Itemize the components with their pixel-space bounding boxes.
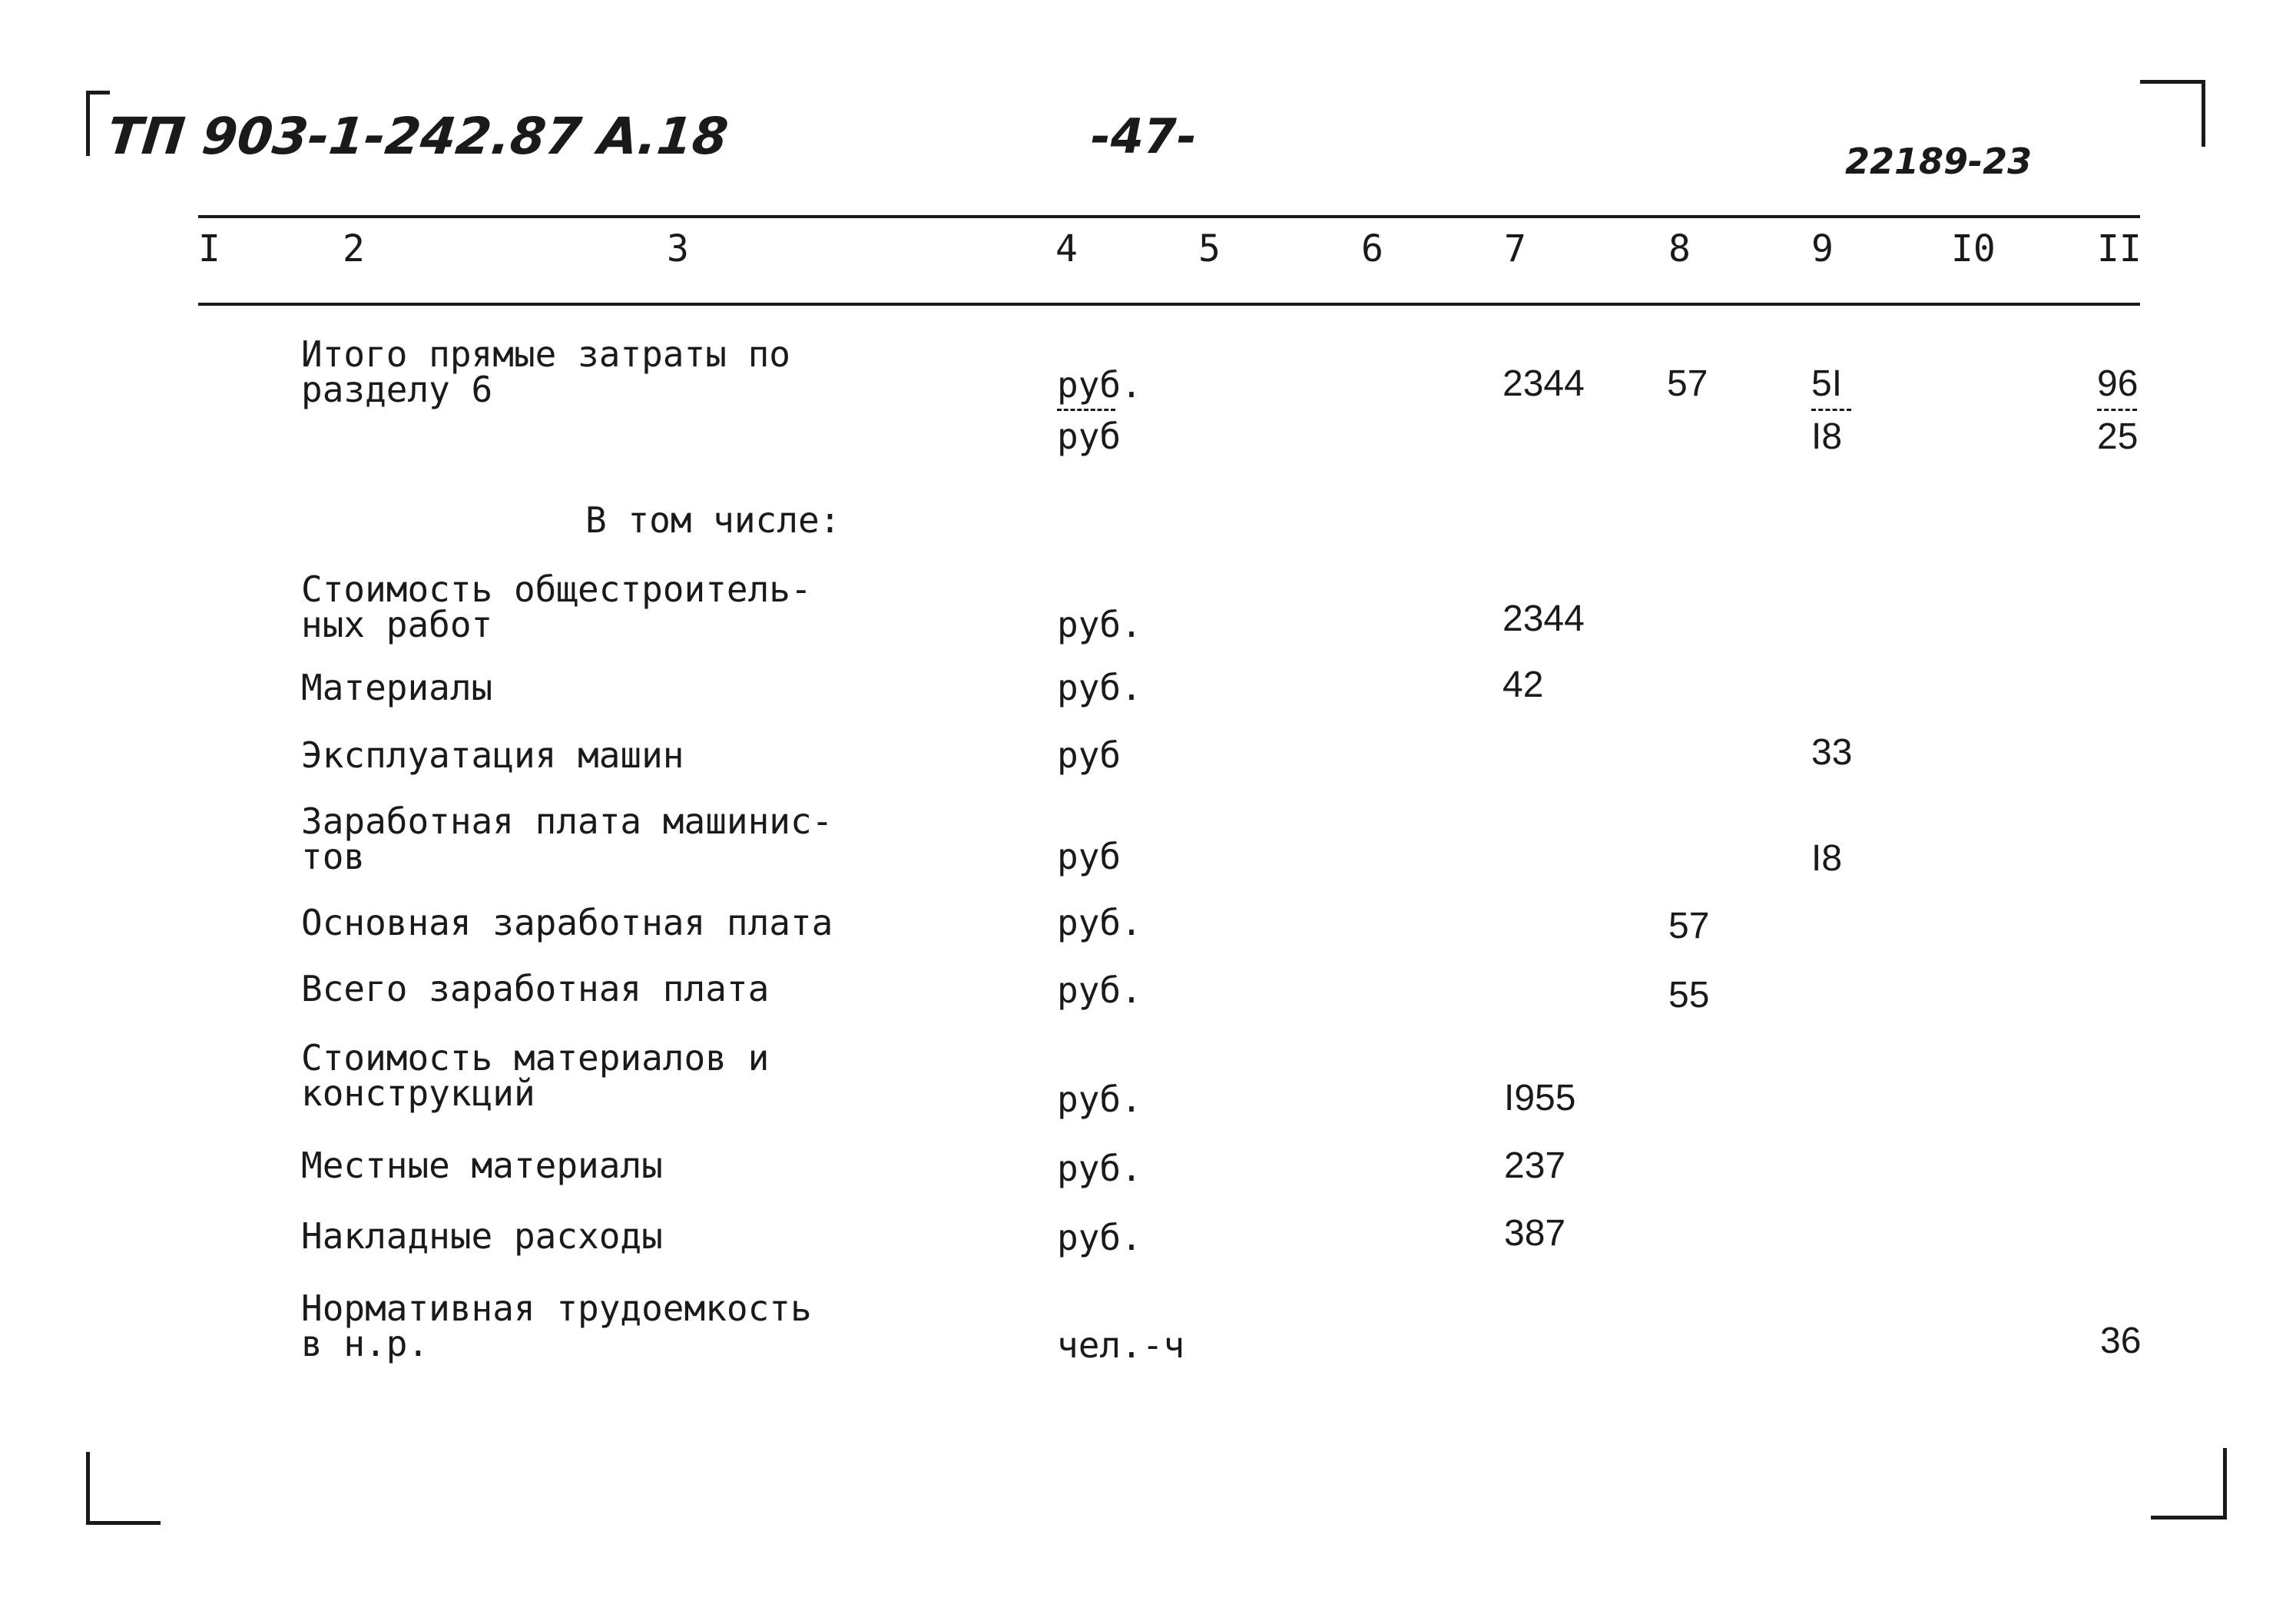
column-header-5: 5 — [1198, 227, 1221, 270]
row-total-wages-col8: 55 — [1668, 975, 1710, 1016]
row-materials-col7: 42 — [1503, 664, 1544, 705]
row-overhead-col7: 387 — [1504, 1213, 1566, 1254]
row-machine-operation-label: Эксплуатация машин — [301, 734, 684, 776]
row-materials-structures-unit: руб. — [1057, 1079, 1142, 1120]
column-header-3: 3 — [667, 227, 689, 270]
row-operator-wages-unit: руб — [1057, 836, 1121, 877]
row-total-wages-unit: руб. — [1057, 969, 1142, 1011]
row-total-col11-fraction: 96 25 — [2097, 363, 2139, 457]
row-total-col8: 57 — [1667, 363, 1708, 404]
column-header-1: I — [198, 227, 220, 270]
row-labor-intensity-label: Нормативная трудоемкость в н.р. — [301, 1288, 812, 1364]
including-subheading: В том числе: — [585, 499, 841, 541]
row-general-construction-unit: руб. — [1057, 604, 1142, 645]
document-number: 22189-23 — [1845, 141, 2033, 182]
corner-mark-bottom-left — [86, 1452, 161, 1525]
row-operator-wages-label: Заработная плата машинис- тов — [301, 800, 833, 877]
row-materials-unit: руб. — [1057, 667, 1142, 708]
row-overhead-unit: руб. — [1057, 1217, 1142, 1258]
row-machine-operation-col9: 33 — [1811, 732, 1853, 773]
row-local-materials-col7: 237 — [1504, 1145, 1566, 1186]
row-general-construction-label: Стоимость общестроитель- ных работ — [301, 568, 812, 645]
column-header-11: II — [2097, 227, 2142, 270]
table-header-rule — [198, 303, 2140, 306]
column-header-2: 2 — [343, 227, 365, 270]
corner-mark-bottom-right — [2151, 1448, 2227, 1519]
row-labor-intensity-unit: чел.-ч — [1057, 1324, 1185, 1366]
corner-mark-top-right — [2140, 80, 2205, 147]
row-total-col7: 2344 — [1503, 363, 1585, 404]
row-base-wages-unit: руб. — [1057, 902, 1142, 943]
row-base-wages-col8: 57 — [1668, 906, 1710, 946]
column-header-7: 7 — [1504, 227, 1526, 270]
row-overhead-label: Накладные расходы — [301, 1215, 663, 1257]
document-code: ТП 903-1-242.87 А.18 — [104, 107, 731, 166]
row-materials-structures-label: Стоимость материалов и конструкций — [301, 1037, 770, 1114]
row-local-materials-unit: руб. — [1057, 1148, 1142, 1189]
row-machine-operation-unit: руб — [1057, 734, 1121, 776]
row-total-wages-label: Всего заработная плата — [301, 968, 770, 1009]
row-local-materials-label: Местные материалы — [301, 1145, 663, 1186]
row-general-construction-col7: 2344 — [1503, 598, 1585, 639]
row-total-unit-fraction: руб. руб — [1057, 364, 1142, 457]
row-materials-structures-col7: I955 — [1504, 1078, 1576, 1118]
page-number: -47- — [1091, 108, 1197, 164]
row-labor-intensity-col11: 36 — [2100, 1321, 2142, 1361]
column-header-8: 8 — [1668, 227, 1691, 270]
column-header-10: I0 — [1951, 227, 1996, 270]
column-header-4: 4 — [1055, 227, 1078, 270]
table-top-rule — [198, 215, 2140, 218]
row-operator-wages-col9: I8 — [1811, 838, 1843, 879]
row-base-wages-label: Основная заработная плата — [301, 902, 833, 943]
column-header-6: 6 — [1361, 227, 1383, 270]
column-header-9: 9 — [1811, 227, 1834, 270]
row-total-col9-fraction: 5I I8 — [1811, 366, 1851, 456]
row-total-label: Итого прямые затраты по разделу 6 — [301, 333, 790, 410]
row-materials-label: Материалы — [301, 667, 493, 708]
